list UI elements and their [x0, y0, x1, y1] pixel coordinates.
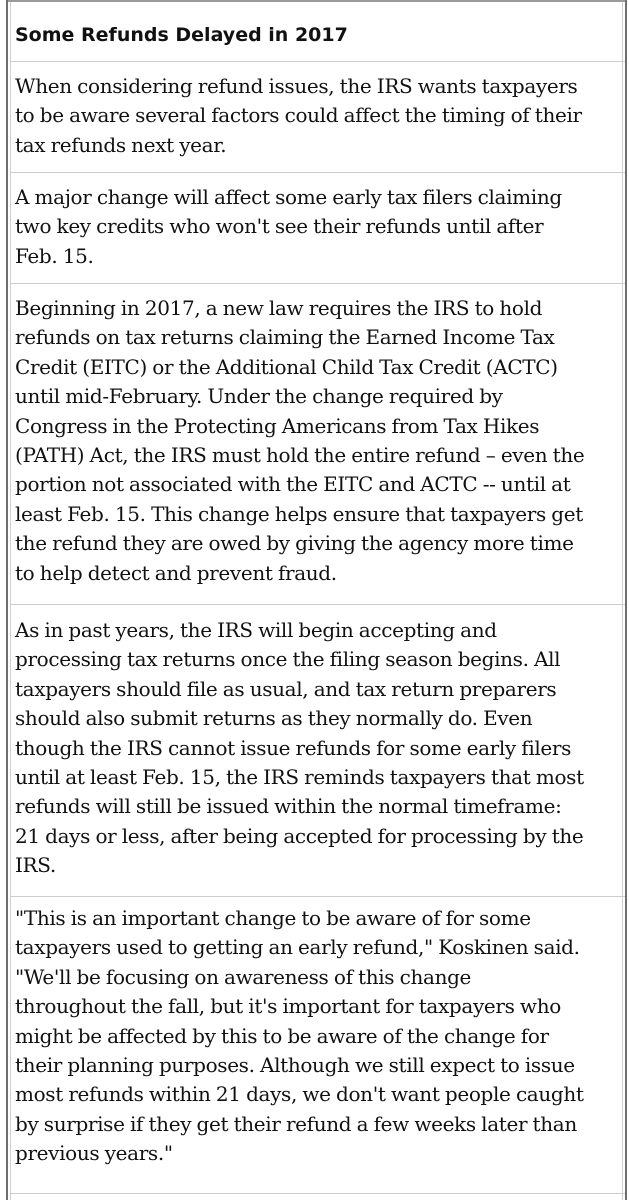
section-divider [10, 1193, 625, 1194]
text-line: "We'll be focusing on awareness of this change [15, 964, 472, 989]
text-line: taxpayers should file as usual, and tax return preparers [15, 676, 557, 701]
text-line: until mid-February. Under the change required by [15, 384, 503, 409]
section-divider [10, 172, 625, 173]
text-line: least Feb. 15. This change helps ensure that taxpayers get [15, 501, 583, 526]
text-line: 21 days or less, after being accepted for processing by the [15, 823, 584, 848]
text-line: throughout the fall, but it's important for taxpayers who [15, 994, 561, 1019]
text-line: A major change will affect some early tax filers claiming [15, 185, 562, 209]
text-line: As in past years, the IRS will begin accepting and [15, 618, 497, 642]
paragraph-new-law [15, 294, 621, 588]
text-line: Feb. 15. [15, 243, 94, 268]
text-line: Credit (EITC) or the Additional Child Tax Credit (ACTC) [15, 354, 558, 379]
document-title: Some Refunds Delayed in 2017 [15, 24, 348, 46]
text-line: taxpayers used to getting an early refund," Koskinen said. [15, 935, 580, 960]
text-line: should also submit returns as they normally do. Even [15, 706, 533, 731]
text-line: their planning purposes. Although we still expect to issue [15, 1053, 575, 1078]
section-divider [10, 604, 625, 605]
text-line: IRS. [15, 853, 56, 878]
text-line: until at least Feb. 15, the IRS reminds taxpayers that most [15, 765, 584, 790]
section-divider [10, 896, 625, 897]
paragraph-major-change [15, 183, 621, 271]
text-line: refunds will still be issued within the normal timeframe: [15, 794, 562, 819]
text-line: might be affected by this to be aware of the change for [15, 1023, 549, 1048]
text-line: Congress in the Protecting Americans from Tax Hikes [15, 413, 540, 438]
text-line: When considering refund issues, the IRS wants taxpayers [15, 74, 578, 98]
paragraph-koskinen-quote [15, 904, 621, 1169]
text-line: processing tax returns once the filing season begins. All [15, 647, 561, 672]
text-line: to be aware several factors could affect the timing of their [15, 103, 582, 128]
paragraph-filing-season [15, 616, 621, 881]
text-line: the refund they are owed by giving the agency more time [15, 531, 574, 556]
text-line: refunds on tax returns claiming the Earned Income Tax [15, 325, 555, 350]
text-line: portion not associated with the EITC and ACTC -- until at [15, 472, 571, 497]
text-line: (PATH) Act, the IRS must hold the entire refund – even the [15, 443, 585, 468]
section-divider [10, 283, 625, 284]
text-line: by surprise if they get their refund a few weeks later than [15, 1111, 577, 1136]
text-line: tax refunds next year. [15, 132, 227, 157]
text-line: two key credits who won't see their refunds until after [15, 214, 544, 239]
section-divider [10, 61, 625, 62]
text-line: though the IRS cannot issue refunds for some early filers [15, 735, 572, 760]
top-divider [8, 0, 625, 2]
text-line: Beginning in 2017, a new law requires the IRS to hold [15, 296, 543, 320]
text-line: to help detect and prevent fraud. [15, 560, 337, 585]
paragraph-timing-factors [15, 72, 621, 160]
text-line: "This is an important change to be aware of for some [15, 906, 531, 930]
text-line: previous years." [15, 1141, 173, 1166]
text-line: most refunds within 21 days, we don't want people caught [15, 1082, 584, 1107]
